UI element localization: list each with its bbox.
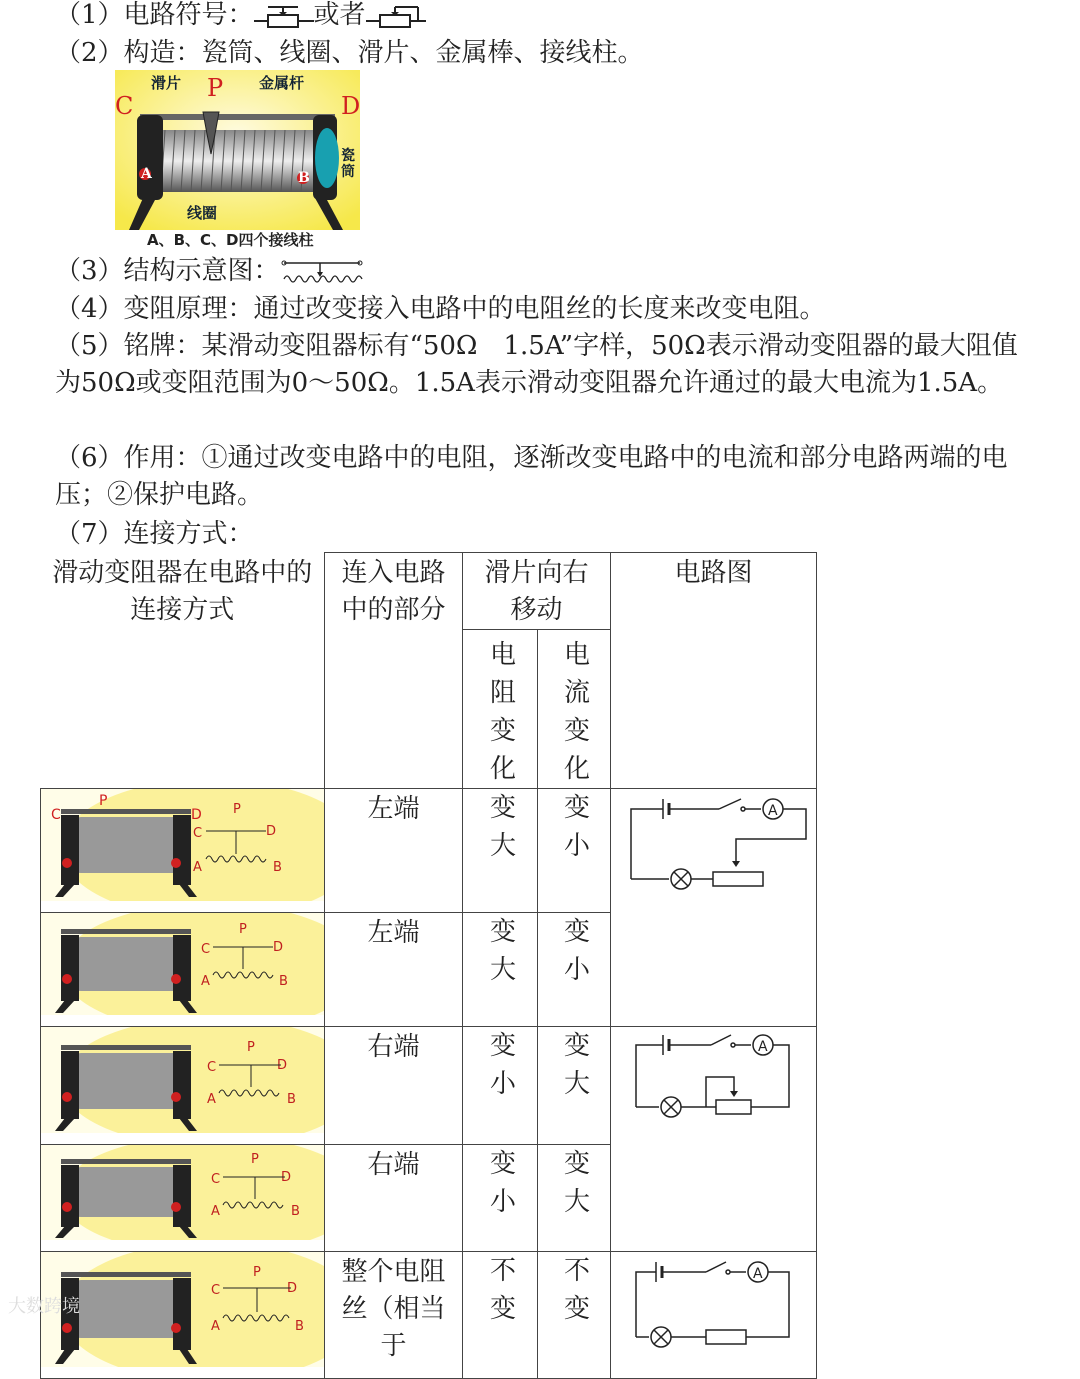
- circuit-cell: [611, 1252, 817, 1379]
- circuit-symbol-label: （1）电路符号：: [55, 0, 254, 30]
- res-text: 不变: [490, 1256, 517, 1324]
- res-text: 变大: [490, 793, 517, 861]
- cur-cell: [538, 913, 611, 1027]
- svg-text:C: C: [211, 1283, 221, 1298]
- line-structure-diagram: [55, 252, 366, 290]
- svg-text:B: B: [287, 1092, 296, 1107]
- part-cell: [325, 913, 463, 1027]
- svg-text:C: C: [211, 1172, 221, 1187]
- label-D: D: [341, 92, 361, 120]
- svg-text:A: A: [193, 860, 202, 875]
- rheostat-photo: [115, 70, 360, 235]
- svg-text:D: D: [266, 824, 277, 839]
- header-circuit: [611, 553, 817, 789]
- svg-text:P: P: [99, 793, 108, 809]
- rheostat-connection-image: [41, 1145, 324, 1240]
- table-row: [41, 1252, 817, 1379]
- part-text: 左端: [367, 794, 420, 824]
- rheostat-schematic-icon: [280, 257, 366, 287]
- rheostat-connection-image: [41, 1027, 324, 1133]
- figure-caption: A、B、C、D四个接线柱: [147, 231, 314, 249]
- svg-text:P: P: [239, 922, 247, 937]
- circuit-diagram-left: [611, 789, 816, 899]
- label-rod: 金属杆: [259, 74, 305, 92]
- svg-text:P: P: [233, 802, 241, 817]
- circuit-cell: [611, 1027, 817, 1252]
- label-A: A: [141, 166, 152, 182]
- svg-text:B: B: [273, 860, 282, 875]
- res-cell: [463, 789, 538, 913]
- ammeter-label: A: [768, 803, 778, 819]
- label-P: P: [207, 74, 224, 102]
- row-image-cell: [41, 913, 325, 1027]
- label-B: B: [298, 170, 310, 186]
- svg-text:B: B: [279, 974, 288, 989]
- header-res: [463, 630, 538, 789]
- svg-text:D: D: [273, 940, 284, 955]
- line-circuit-symbol: [55, 0, 426, 34]
- rheostat-figure: [115, 70, 360, 235]
- res-cell: [463, 1027, 538, 1145]
- label-tube: 瓷筒: [341, 148, 355, 180]
- circuit-diagram-whole: [611, 1252, 816, 1362]
- part-cell: [325, 1145, 463, 1252]
- svg-text:A: A: [211, 1319, 220, 1334]
- svg-text:B: B: [291, 1204, 300, 1219]
- cur-cell: [538, 1145, 611, 1252]
- cur-text: 变大: [564, 1149, 591, 1217]
- header-move: [463, 553, 611, 630]
- svg-text:B: B: [295, 1319, 304, 1334]
- circuit-diagram-right: [611, 1027, 816, 1127]
- ammeter-label: A: [753, 1266, 763, 1282]
- label-slide: 滑片: [151, 74, 182, 92]
- rheostat-connection-image: [41, 789, 324, 901]
- structure-label: （3）结构示意图：: [55, 256, 280, 286]
- header-method-text: 滑动变阻器在电路中的连接方式: [52, 557, 313, 625]
- part-text: 整个电阻丝（相当于: [341, 1257, 446, 1361]
- res-cell: [463, 913, 538, 1027]
- svg-text:A: A: [201, 974, 210, 989]
- svg-text:P: P: [247, 1040, 255, 1055]
- svg-text:D: D: [191, 807, 202, 823]
- part-text: 右端: [367, 1032, 420, 1062]
- row-image-cell: [41, 1145, 325, 1252]
- para-nameplate: （5）铭牌：某滑动变阻器标有“50Ω 1.5A”字样，50Ω表示滑动变阻器的最大阻值为50Ω或变阻范围为0～50Ω。1.5A表示滑动变阻器允许通过的最大电流为1.5A。: [55, 331, 1018, 398]
- svg-text:A: A: [211, 1204, 220, 1219]
- table-row: [41, 1027, 817, 1145]
- rheostat-connection-image: [41, 913, 324, 1015]
- or-text: 或者: [313, 0, 366, 30]
- row-image-cell: [41, 1252, 325, 1379]
- res-text: 变小: [490, 1149, 517, 1217]
- svg-text:C: C: [207, 1060, 217, 1075]
- svg-text:P: P: [253, 1265, 261, 1280]
- header-circuit-text: 电路图: [674, 558, 753, 588]
- svg-text:D: D: [281, 1170, 292, 1185]
- svg-text:D: D: [277, 1058, 288, 1073]
- line-connection: （7）连接方式：: [55, 519, 254, 549]
- cur-text: 不变: [564, 1256, 591, 1324]
- res-text: 变大: [490, 917, 517, 985]
- res-text: 变小: [490, 1031, 517, 1099]
- line-construction: （2）构造：瓷筒、线圈、滑片、金属棒、接线柱。: [55, 38, 644, 68]
- header-move-text: 滑片向右移动: [484, 558, 589, 625]
- rheostat-symbol-alt-icon: [366, 3, 426, 29]
- ammeter-label: A: [758, 1039, 768, 1055]
- connection-table: [40, 552, 817, 1379]
- part-text: 左端: [367, 918, 420, 948]
- header-res-text: 电阻变化: [490, 640, 517, 784]
- part-cell: [325, 789, 463, 913]
- header-part: [325, 553, 463, 789]
- header-part-text: 连入电路中的部分: [341, 558, 446, 625]
- svg-text:C: C: [51, 807, 61, 823]
- res-cell: [463, 1252, 538, 1379]
- para-function: （6）作用：①通过改变电路中的电阻，逐渐改变电路中的电流和部分电路两端的电压；②保护电路。: [55, 443, 1008, 510]
- header-cur: [538, 630, 611, 789]
- part-cell: [325, 1252, 463, 1379]
- cur-cell: [538, 1027, 611, 1145]
- watermark: 大数跨境: [8, 1296, 80, 1317]
- rheostat-connection-image: [41, 1252, 324, 1367]
- svg-text:D: D: [287, 1281, 298, 1296]
- svg-text:P: P: [251, 1152, 259, 1167]
- label-coil: 线圈: [187, 204, 218, 222]
- rheostat-symbol-icon: [254, 3, 314, 29]
- circuit-cell: [611, 789, 817, 1027]
- part-cell: [325, 1027, 463, 1145]
- part-text: 右端: [367, 1150, 420, 1180]
- svg-text:C: C: [201, 942, 211, 957]
- cur-text: 变小: [564, 793, 591, 861]
- line-principle: （4）变阻原理：通过改变接入电路中的电阻丝的长度来改变电阻。: [55, 294, 826, 324]
- label-C: C: [115, 92, 134, 120]
- cur-cell: [538, 789, 611, 913]
- svg-text:A: A: [207, 1092, 216, 1107]
- cur-text: 变小: [564, 917, 591, 985]
- header-method: [41, 553, 325, 789]
- svg-text:C: C: [193, 826, 203, 841]
- cur-cell: [538, 1252, 611, 1379]
- table-row: [41, 789, 817, 913]
- row-image-cell: [41, 1027, 325, 1145]
- header-cur-text: 电流变化: [564, 640, 591, 784]
- res-cell: [463, 1145, 538, 1252]
- row-image-cell: [41, 789, 325, 913]
- cur-text: 变大: [564, 1031, 591, 1099]
